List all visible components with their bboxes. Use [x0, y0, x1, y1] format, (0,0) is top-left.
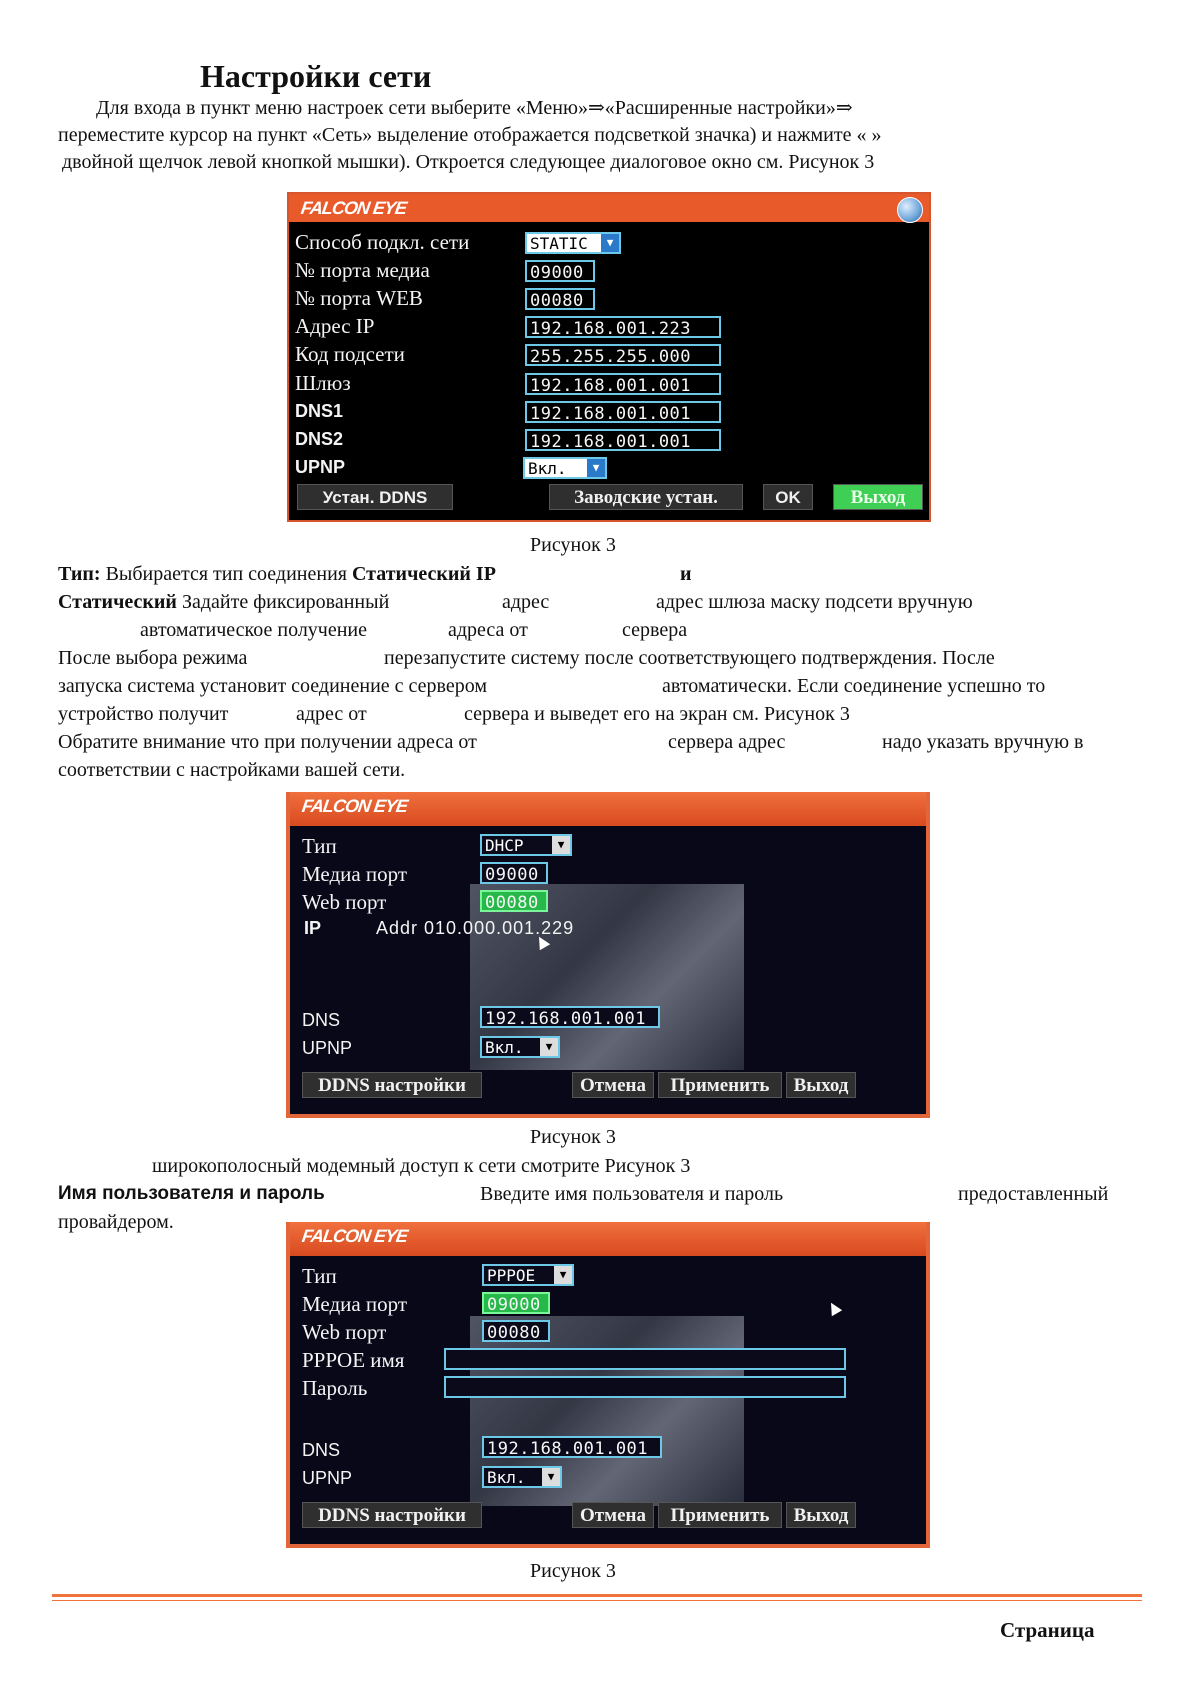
ip-address-field[interactable]: 192.168.001.223 [525, 316, 721, 338]
exit-button[interactable]: Выход [786, 1502, 856, 1528]
media-port-field[interactable]: 09000 [480, 862, 548, 884]
upnp-select[interactable] [523, 457, 607, 479]
dns2-label: DNS2 [295, 429, 344, 449]
gateway-field[interactable]: 192.168.001.001 [525, 373, 721, 395]
note-line-a: Обратите внимание что при получении адреса от [58, 731, 477, 753]
web-port-field[interactable]: 00080 [482, 1320, 550, 1342]
note-line-c: надо указать вручную в [882, 731, 1084, 753]
auto-text-1: автоматическое получение [140, 619, 368, 641]
mouse-cursor-icon [826, 1300, 842, 1316]
ddns-settings-button[interactable]: DDNS настройки [302, 1072, 482, 1098]
dns-field[interactable]: 192.168.001.001 [482, 1436, 662, 1458]
chevron-down-icon[interactable]: ▼ [601, 234, 619, 252]
type-value: DHCP [485, 836, 524, 855]
dns1-field[interactable]: 192.168.001.001 [525, 401, 721, 423]
figure-caption-2: Рисунок 3 [530, 1126, 616, 1148]
web-port-label: Web порт [302, 1320, 387, 1344]
receive-line-a: устройство получит [58, 703, 229, 725]
screen-header [290, 792, 926, 826]
chevron-down-icon[interactable]: ▼ [552, 836, 570, 854]
web-port-field[interactable]: 00080 [525, 288, 595, 310]
upnp-select[interactable] [482, 1466, 562, 1488]
chevron-down-icon[interactable]: ▼ [587, 459, 605, 477]
chevron-down-icon[interactable]: ▼ [554, 1266, 572, 1284]
pppoe-name-label: PPPOE имя [302, 1348, 405, 1372]
connection-type-select[interactable] [525, 232, 621, 254]
globe-icon[interactable] [897, 197, 923, 223]
gateway-label: Шлюз [295, 371, 351, 395]
subnet-mask-label: Код подсети [295, 342, 405, 366]
dns1-label: DNS1 [295, 401, 344, 421]
media-port-field[interactable]: 09000 [482, 1292, 550, 1314]
chevron-down-icon[interactable]: ▼ [542, 1468, 560, 1486]
type-label: Тип: [58, 563, 101, 585]
upnp-label: UPNP [302, 1038, 353, 1058]
connect-line-a: запуска система установит соединение с сервером [58, 675, 488, 697]
ip-address-label: Адрес IP [295, 314, 375, 338]
note-line-d: соответствии с настройками вашей сети. [58, 759, 406, 781]
static-text-2: адрес [502, 591, 550, 613]
web-port-field[interactable]: 00080 [480, 890, 548, 912]
user-text-2: предоставленный [958, 1183, 1109, 1205]
password-field[interactable] [444, 1376, 846, 1398]
apply-button[interactable]: Применить [658, 1072, 782, 1098]
falcon-eye-logo: FALCON EYE [300, 796, 409, 816]
static-line [58, 588, 389, 616]
chevron-down-icon[interactable]: ▼ [540, 1038, 558, 1056]
type-value: PPPOE [487, 1266, 536, 1285]
web-port-label: Web порт [302, 890, 387, 914]
receive-line-c: сервера и выведет его на экран см. Рисунок 3 [464, 703, 850, 725]
dns-label: DNS [302, 1440, 341, 1460]
intro-line-2: переместите курсор на пункт «Сеть» выделение отображается подсветкой значка) и нажмите « » [58, 124, 882, 146]
network-settings-screen-dhcp [286, 792, 930, 1118]
web-port-label: № порта WEB [295, 286, 423, 310]
upnp-label: UPNP [302, 1468, 353, 1488]
auto-text-3: сервера [622, 619, 688, 641]
static-text-1: Задайте фиксированный [181, 591, 390, 613]
static-text-3: адрес шлюза маску подсети вручную [656, 591, 973, 613]
footer-divider-thin [52, 1600, 1142, 1601]
connect-line-b: автоматически. Если соединение успешно то [662, 675, 1046, 697]
falcon-eye-logo: FALCON EYE [299, 198, 408, 218]
upnp-value: Вкл. [487, 1468, 526, 1487]
exit-button[interactable]: Выход [833, 484, 923, 510]
network-settings-screen-static [287, 192, 931, 522]
user-password-label: Имя пользователя и пароль [58, 1183, 325, 1204]
page-title: Настройки сети [200, 58, 432, 94]
type-label: Тип [302, 834, 337, 858]
restart-line-a: После выбора режима [58, 647, 248, 669]
dns-field[interactable]: 192.168.001.001 [480, 1006, 660, 1028]
media-port-label: Медиа порт [302, 1292, 408, 1316]
dns2-field[interactable]: 192.168.001.001 [525, 429, 721, 451]
intro-line-1: Для входа в пункт меню настроек сети выберите «Меню»⇒«Расширенные настройки»⇒ [96, 97, 853, 119]
screen-header [290, 1222, 926, 1256]
type-static: Статический IP [351, 563, 496, 585]
type-and: и [680, 563, 692, 585]
ddns-settings-button[interactable]: DDNS настройки [302, 1502, 482, 1528]
pppoe-name-field[interactable] [444, 1348, 846, 1370]
apply-button[interactable]: Применить [658, 1502, 782, 1528]
user-text-3: провайдером. [58, 1211, 174, 1233]
note-line-b: сервера адрес [668, 731, 786, 753]
upnp-value: Вкл. [528, 459, 567, 478]
screen-header [289, 194, 929, 222]
dns-label: DNS [302, 1010, 341, 1030]
static-label: Статический [58, 591, 177, 613]
figure-caption-3: Рисунок 3 [530, 1560, 616, 1582]
ddns-setup-button[interactable]: Устан. DDNS [297, 484, 453, 510]
type-select[interactable] [482, 1264, 574, 1286]
falcon-eye-logo: FALCON EYE [300, 1226, 409, 1246]
footer-divider [52, 1594, 1142, 1597]
ip-address-readout: Addr 010.000.001.229 [376, 918, 575, 938]
media-port-field[interactable]: 09000 [525, 260, 595, 282]
auto-text-2: адреса от [448, 619, 528, 641]
restart-line-b: перезапустите систему после соответствующего подтверждения. После [384, 647, 995, 669]
intro-line-3: двойной щелчок левой кнопкой мышки). Откроется следующее диалоговое окно см. Рисунок 3 [62, 151, 875, 173]
network-settings-screen-pppoe [286, 1222, 930, 1548]
upnp-select[interactable] [480, 1036, 560, 1058]
type-text: Выбирается тип соединения [105, 563, 347, 585]
upnp-value: Вкл. [485, 1038, 524, 1057]
receive-line-b: адрес от [296, 703, 367, 725]
upnp-label: UPNP [295, 457, 346, 477]
ip-label: IP [304, 918, 322, 938]
factory-defaults-button[interactable]: Заводские устан. [549, 484, 743, 510]
cancel-button[interactable]: Отмена [572, 1502, 654, 1528]
subnet-mask-field[interactable]: 255.255.255.000 [525, 344, 721, 366]
connection-type-label: Способ подкл. сети [295, 230, 470, 254]
pppoe-intro: широкополосный модемный доступ к сети смотрите Рисунок 3 [152, 1155, 691, 1177]
connection-type-value: STATIC [530, 234, 588, 253]
media-port-label: Медиа порт [302, 862, 408, 886]
figure-caption-1: Рисунок 3 [530, 534, 616, 556]
cancel-button[interactable]: Отмена [572, 1072, 654, 1098]
password-label: Пароль [302, 1376, 368, 1400]
user-text-1: Введите имя пользователя и пароль [480, 1183, 784, 1205]
ok-button[interactable]: OK [763, 484, 813, 510]
type-label: Тип [302, 1264, 337, 1288]
type-paragraph [58, 560, 496, 588]
type-select[interactable] [480, 834, 572, 856]
page-label: Страница [1000, 1618, 1095, 1642]
exit-button[interactable]: Выход [786, 1072, 856, 1098]
media-port-label: № порта медиа [295, 258, 430, 282]
